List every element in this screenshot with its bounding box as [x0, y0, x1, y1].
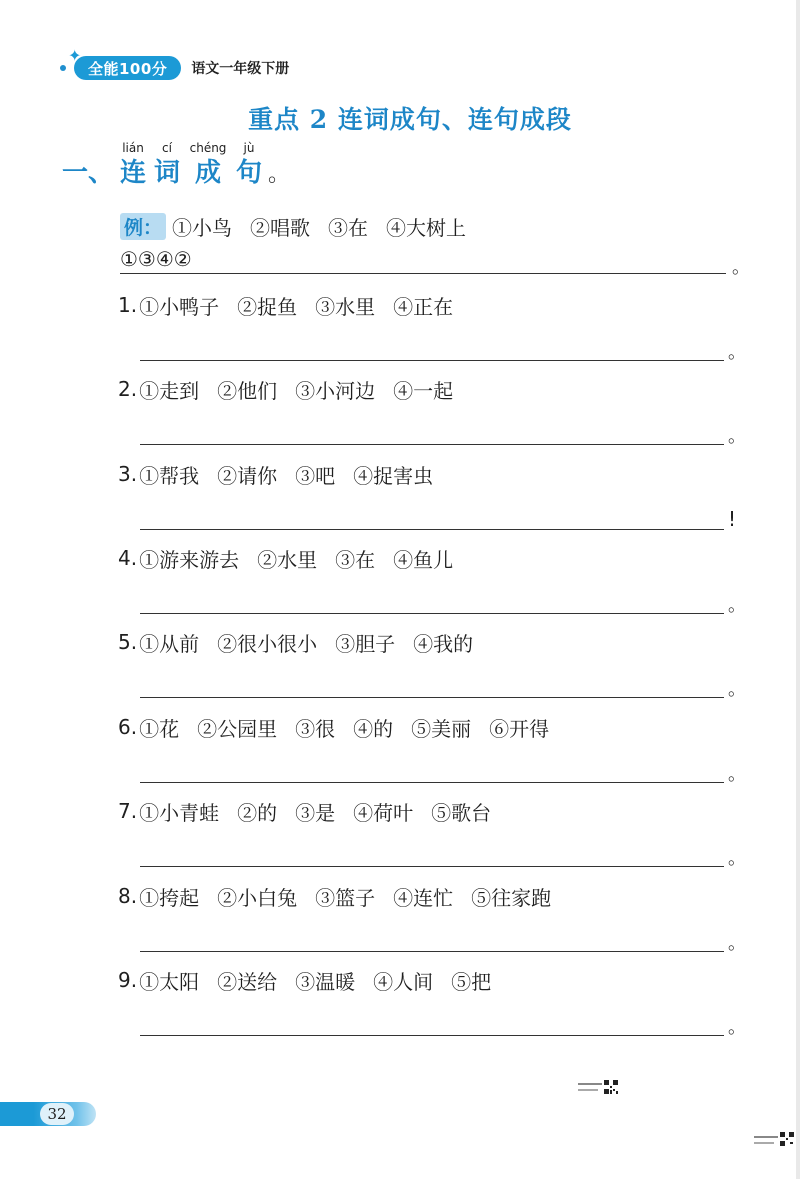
word-choice: ④一起	[393, 378, 454, 403]
answer-line[interactable]	[140, 697, 724, 698]
section-number: 一、	[62, 158, 115, 188]
word-choice: ①小鸭子	[139, 294, 220, 319]
item-number: 4.	[118, 546, 138, 570]
section-end-mark: 。	[268, 162, 291, 187]
end-mark: 。	[728, 933, 746, 954]
exercise-item-3	[118, 459, 738, 531]
word-choice: ①太阳	[139, 969, 200, 994]
section-heading	[62, 141, 291, 188]
end-mark: 。	[728, 342, 746, 363]
word-choice: ⑤美丽	[411, 716, 472, 741]
word-choice: ①小青蛙	[139, 800, 220, 825]
item-number: 5.	[118, 630, 138, 654]
example-answer-text: ①③④②	[120, 247, 192, 271]
section-word	[184, 141, 232, 188]
book-subject: 语文一年级下册	[191, 61, 290, 77]
item-number: 2.	[118, 377, 138, 401]
word-choice: ⑤把	[451, 969, 492, 994]
word-choice: ②捉鱼	[237, 294, 298, 319]
end-mark: 。	[728, 679, 746, 700]
word-choice: ⑥开得	[489, 716, 550, 741]
answer-line[interactable]	[140, 444, 724, 445]
word-choice: ④人间	[373, 969, 434, 994]
word-choice: ③在	[335, 547, 376, 572]
answer-line[interactable]	[140, 613, 724, 614]
exercise-item-4	[118, 543, 746, 616]
word-choice: ④荷叶	[353, 800, 414, 825]
answer-line[interactable]	[140, 1035, 724, 1036]
end-mark: !	[728, 507, 737, 531]
item-number: 7.	[118, 799, 138, 823]
word-choice: ①帮我	[139, 463, 200, 488]
word-choice: ②请你	[217, 463, 278, 488]
qr-caption	[578, 1083, 602, 1085]
end-mark: 。	[728, 1017, 746, 1038]
answer-line[interactable]	[140, 782, 724, 783]
exercise-item-6	[118, 712, 746, 785]
word-choice: ③水里	[315, 294, 376, 319]
exercise-item-7	[118, 796, 746, 869]
section-word	[232, 141, 266, 188]
word-choice: ①从前	[139, 631, 200, 656]
word-choice: ②送给	[217, 969, 278, 994]
word-choice: ③温暖	[295, 969, 356, 994]
end-mark: 。	[728, 595, 746, 616]
qr-caption	[754, 1142, 774, 1144]
word-choice: ③小河边	[295, 378, 376, 403]
end-mark: 。	[728, 848, 746, 869]
answer-line[interactable]	[140, 866, 724, 867]
word-choice: ④鱼儿	[393, 547, 454, 572]
word-choice: ③胆子	[335, 631, 396, 656]
exercise-item-1	[118, 290, 746, 363]
word-choice: ②小白兔	[217, 885, 298, 910]
qr-caption	[578, 1089, 598, 1091]
word-choice: ③很	[295, 716, 336, 741]
hanzi: 连	[120, 158, 147, 188]
item-number: 6.	[118, 715, 138, 739]
answer-line[interactable]	[140, 951, 724, 952]
word-choice: ⑤歌台	[431, 800, 492, 825]
word-choice: ①走到	[139, 378, 200, 403]
word-choice: ③是	[295, 800, 336, 825]
example-answer	[120, 247, 750, 278]
word-choice: ④连忙	[393, 885, 454, 910]
qr-code-icon	[604, 1080, 618, 1094]
end-mark: 。	[728, 426, 746, 447]
section-word	[116, 141, 150, 188]
example-word: ①小鸟	[172, 216, 233, 240]
scan-edge	[796, 0, 800, 1179]
pinyin: jù	[243, 141, 255, 155]
example-word: ④大树上	[386, 216, 467, 240]
item-number: 9.	[118, 968, 138, 992]
page-number: 32	[40, 1103, 74, 1125]
word-choice: ②的	[237, 800, 278, 825]
pinyin: cí	[162, 141, 172, 155]
brand-dot-icon	[60, 65, 66, 71]
pinyin: lián	[122, 141, 144, 155]
example-word: ②唱歌	[250, 216, 311, 240]
exercise-item-9	[118, 965, 746, 1038]
example-line	[120, 212, 484, 241]
word-choice: ④我的	[413, 631, 474, 656]
end-mark: 。	[732, 257, 750, 278]
word-choice: ③吧	[295, 463, 336, 488]
hanzi: 成	[195, 158, 222, 188]
answer-line[interactable]	[140, 360, 724, 361]
word-choice: ④捉害虫	[353, 463, 434, 488]
word-choice: ②他们	[217, 378, 278, 403]
word-choice: ③篮子	[315, 885, 376, 910]
example-word: ③在	[328, 216, 369, 240]
example-badge: 例：	[120, 213, 166, 240]
hanzi: 句	[236, 158, 263, 188]
word-choice: ④的	[353, 716, 394, 741]
word-choice: ①挎起	[139, 885, 200, 910]
exercise-item-8	[118, 881, 746, 954]
word-choice: ⑤往家跑	[471, 885, 552, 910]
star-icon: ✦	[68, 46, 82, 65]
qr-code-icon	[780, 1132, 794, 1146]
word-choice: ④正在	[393, 294, 454, 319]
answer-line	[120, 273, 726, 274]
exercise-item-2	[118, 374, 746, 447]
qr-caption	[754, 1136, 778, 1138]
word-choice: ①游来游去	[139, 547, 240, 572]
word-choice: ②水里	[257, 547, 318, 572]
brand-name: 全能100分	[88, 59, 168, 78]
word-choice: ②公园里	[197, 716, 278, 741]
hanzi: 词	[154, 158, 181, 188]
end-mark: 。	[728, 764, 746, 785]
answer-line[interactable]	[140, 529, 724, 530]
brand-logo	[68, 46, 181, 80]
exercise-item-5	[118, 627, 746, 700]
item-number: 3.	[118, 462, 138, 486]
word-choice: ②很小很小	[217, 631, 318, 656]
header	[60, 46, 290, 82]
pinyin: chéng	[189, 141, 227, 155]
word-choice: ①花	[139, 716, 180, 741]
item-number: 8.	[118, 884, 138, 908]
page-title: 重点 2 连词成句、连句成段	[248, 105, 572, 134]
item-number: 1.	[118, 293, 138, 317]
section-word	[150, 141, 184, 188]
